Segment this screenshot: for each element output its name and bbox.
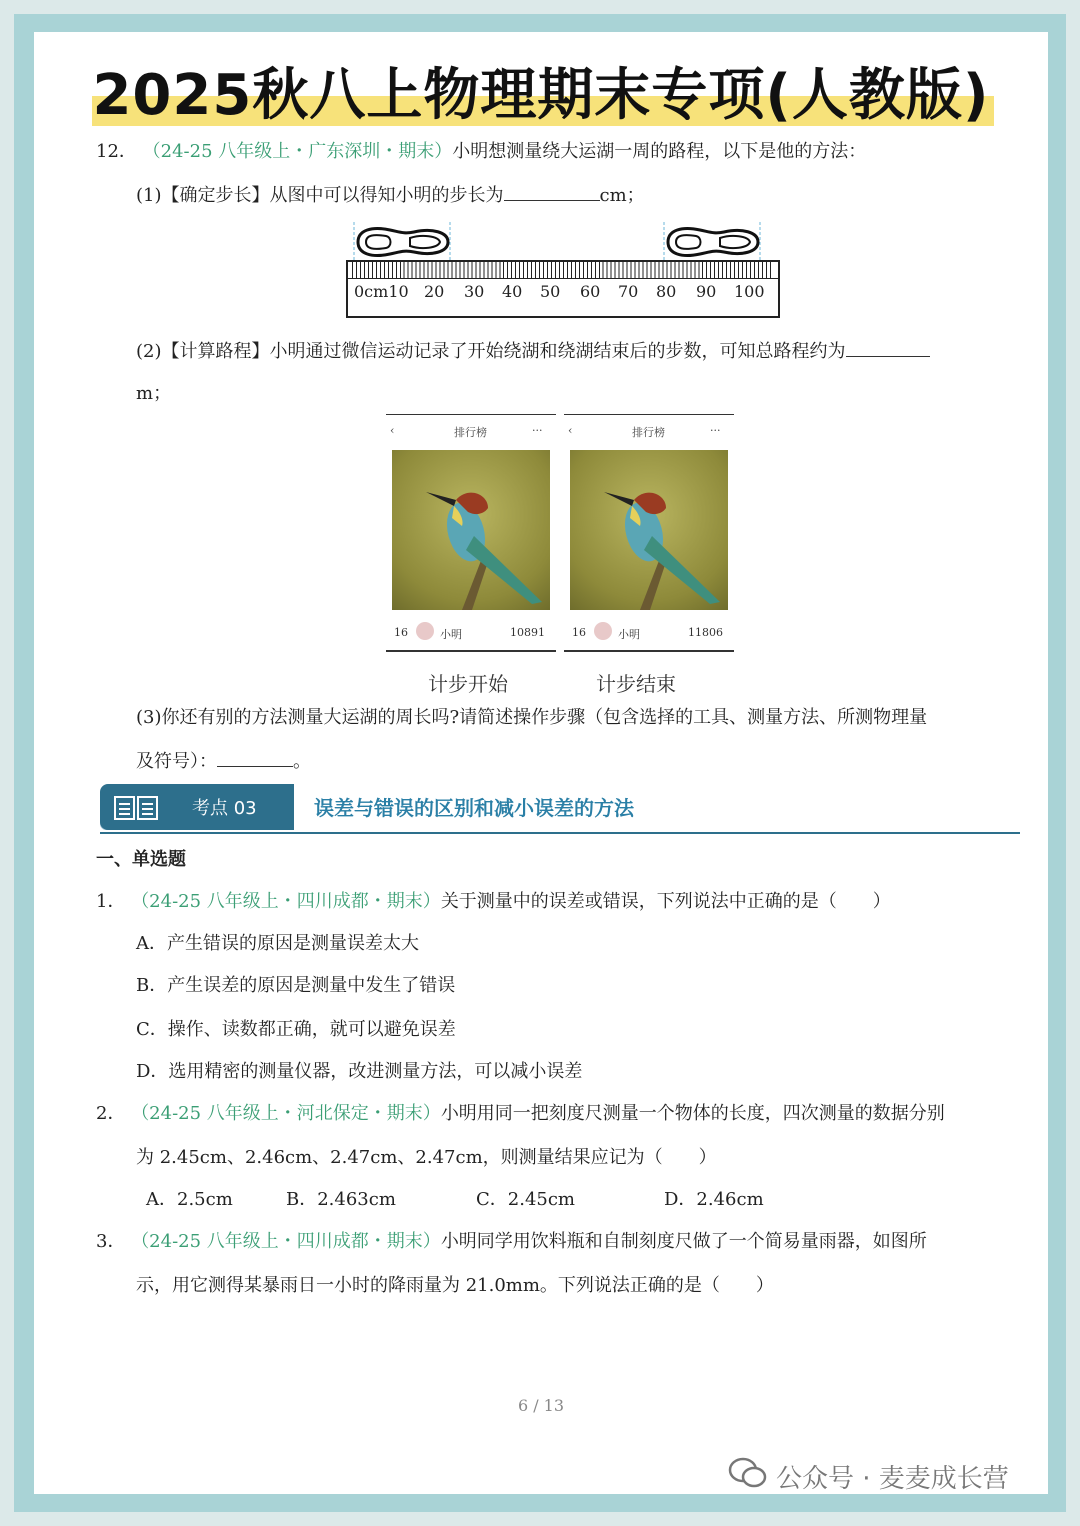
step-count: 11806 xyxy=(688,626,723,639)
divider xyxy=(564,650,734,652)
q2-number: 2． xyxy=(96,1103,126,1124)
back-icon: ‹ xyxy=(390,424,395,437)
avatar xyxy=(416,622,434,640)
more-icon: ··· xyxy=(532,424,543,437)
answer-blank[interactable] xyxy=(217,748,293,767)
q1-option-a[interactable]: A．产生错误的原因是测量误差太大 xyxy=(136,933,419,954)
q1-source: （24-25 八年级上・四川成都・期末） xyxy=(131,891,441,912)
user-name: 小明 xyxy=(440,628,462,641)
ruler-label: 40 xyxy=(502,282,523,301)
q3-stem-line2: 示，用它测得某暴雨日一小时的降雨量为 21.0mm。下列说法正确的是（ ） xyxy=(136,1275,774,1296)
q2-option-b[interactable]: B．2.463cm xyxy=(286,1189,396,1210)
q12-part3-end: 。 xyxy=(293,751,311,772)
q12-part3-text: 及符号）： xyxy=(136,751,217,772)
bird-photo xyxy=(570,450,728,610)
watermark: 公众号 · 麦麦成长营 xyxy=(776,1464,1009,1494)
q3-line xyxy=(96,1230,927,1254)
answer-blank[interactable] xyxy=(504,182,600,201)
q12-source: （24-25 八年级上・广东深圳・期末） xyxy=(142,141,453,162)
divider xyxy=(386,414,556,415)
q2-stem: 小明用同一把刻度尺测量一个物体的长度，四次测量的数据分别 xyxy=(440,1103,945,1124)
user-name: 小明 xyxy=(618,628,640,641)
phone-screenshot-start xyxy=(386,414,556,656)
q1-option-b[interactable]: B．产生误差的原因是测量中发生了错误 xyxy=(136,975,456,996)
ruler-baseline xyxy=(348,278,778,279)
wechat-icon xyxy=(728,1456,768,1490)
q1-line xyxy=(96,890,891,914)
rank: 16 xyxy=(572,626,586,639)
q2-source: （24-25 八年级上・河北保定・期末） xyxy=(131,1103,441,1124)
q1-number: 1． xyxy=(96,891,126,912)
q2-option-d[interactable]: D．2.46cm xyxy=(664,1189,764,1210)
book-icon xyxy=(114,796,158,820)
q2-option-a[interactable]: A．2.5cm xyxy=(146,1189,233,1210)
ruler-label: 50 xyxy=(540,282,561,301)
q12-part3-line2 xyxy=(136,748,311,774)
phone-header: 排行榜 xyxy=(454,426,487,439)
caption-end: 计步结束 xyxy=(596,672,676,696)
bird-icon xyxy=(570,450,728,610)
divider xyxy=(564,414,734,415)
title-banner xyxy=(34,62,1048,132)
q1-stem: 关于测量中的误差或错误，下列说法中正确的是（ ） xyxy=(440,891,891,912)
q3-stem: 小明同学用饮料瓶和自制刻度尺做了一个简易量雨器，如图所 xyxy=(440,1231,927,1252)
bird-icon xyxy=(392,450,550,610)
phone-header: 排行榜 xyxy=(632,426,665,439)
q12-stem: 小明想测量绕大运湖一周的路程，以下是他的方法： xyxy=(452,141,867,162)
ruler-label: 100 xyxy=(734,282,765,301)
ruler xyxy=(346,260,780,318)
q2-line xyxy=(96,1102,945,1126)
rank: 16 xyxy=(394,626,408,639)
phone-screenshot-end xyxy=(564,414,734,656)
ruler-label: 70 xyxy=(618,282,639,301)
q12-part2 xyxy=(136,338,930,364)
section-title: 误差与错误的区别和减小误差的方法 xyxy=(314,796,634,820)
step-count: 10891 xyxy=(510,626,545,639)
ruler-label: 0cm10 xyxy=(354,282,409,301)
section-rule xyxy=(100,832,1020,834)
ruler-label: 80 xyxy=(656,282,677,301)
q12-line xyxy=(96,140,866,164)
ruler-label: 30 xyxy=(464,282,485,301)
q12-part1-unit: cm； xyxy=(599,185,645,206)
document-page xyxy=(34,32,1048,1494)
footprint-left-icon xyxy=(352,222,452,262)
q12-part3-line1: (3)你还有别的方法测量大运湖的周长吗?请简述操作步骤（包含选择的工具、测量方法、所测物理量 xyxy=(136,707,928,728)
section-label: 考点 03 xyxy=(192,798,257,819)
q12-number: 12． xyxy=(96,141,137,162)
answer-blank[interactable] xyxy=(846,338,930,357)
bird-photo xyxy=(392,450,550,610)
q2-stem-line2: 为 2.45cm、2.46cm、2.47cm、2.47cm，则测量结果应记为（ ） xyxy=(136,1147,717,1168)
page-number: 6 / 13 xyxy=(517,1396,565,1415)
q3-number: 3． xyxy=(96,1231,126,1252)
footprint-right-icon xyxy=(662,222,762,262)
avatar xyxy=(594,622,612,640)
back-icon: ‹ xyxy=(568,424,573,437)
more-icon: ··· xyxy=(710,424,721,437)
section-header xyxy=(100,784,1020,836)
q12-part1 xyxy=(136,182,645,208)
q3-source: （24-25 八年级上・四川成都・期末） xyxy=(131,1231,441,1252)
divider xyxy=(386,650,556,652)
ruler-ticks xyxy=(352,262,774,278)
ruler-label: 90 xyxy=(696,282,717,301)
heading-single-choice: 一、单选题 xyxy=(96,849,186,870)
q12-part2-text: (2)【计算路程】小明通过微信运动记录了开始绕湖和绕湖结束后的步数，可知总路程约为 xyxy=(136,341,846,362)
ruler-label: 20 xyxy=(424,282,445,301)
q12-part2-unit: m； xyxy=(136,383,172,404)
ruler-label: 60 xyxy=(580,282,601,301)
q12-part1-text: (1)【确定步长】从图中可以得知小明的步长为 xyxy=(136,185,504,206)
q1-option-d[interactable]: D．选用精密的测量仪器，改进测量方法，可以减小误差 xyxy=(136,1061,583,1082)
caption-start: 计步开始 xyxy=(428,672,508,696)
q1-option-c[interactable]: C．操作、读数都正确，就可以避免误差 xyxy=(136,1019,456,1040)
page-title: 2025秋八上物理期末专项(人教版) xyxy=(92,63,990,128)
q2-option-c[interactable]: C．2.45cm xyxy=(476,1189,575,1210)
